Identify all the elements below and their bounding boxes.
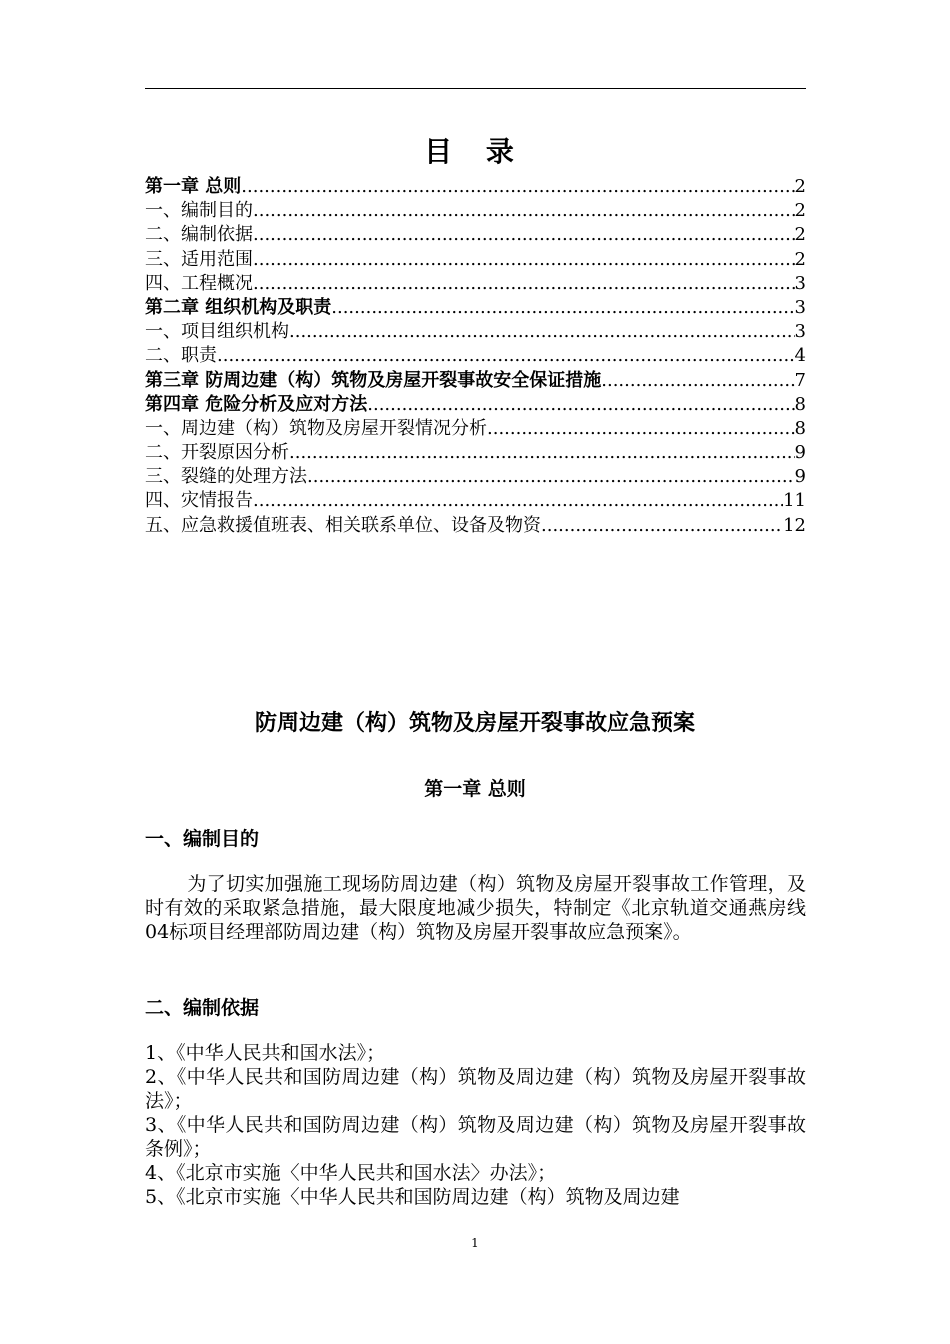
toc-entry-label: 第一章 总则 xyxy=(145,176,242,197)
toc-leader-dots xyxy=(253,199,795,223)
toc-entry-page: 4 xyxy=(794,345,806,367)
toc-entry-page: 3 xyxy=(794,296,806,318)
toc-entry-page: 3 xyxy=(794,272,806,294)
toc-entry-label: 四、工程概况 xyxy=(145,272,253,294)
page-number: 1 xyxy=(471,1236,479,1250)
toc-leader-dots xyxy=(253,272,795,296)
toc-entry[interactable] xyxy=(145,175,806,199)
list-item xyxy=(145,1041,806,1065)
section-heading: 一、编制目的 xyxy=(145,828,260,850)
toc-entry-label: 四、灾情报告 xyxy=(145,490,253,512)
toc-entry-label: 第四章 危险分析及应对方法 xyxy=(145,393,368,415)
toc-entry[interactable] xyxy=(145,489,806,513)
toc-entry[interactable] xyxy=(145,223,806,247)
toc-entry-label: 二、开裂原因分析 xyxy=(145,442,289,464)
toc-entry[interactable] xyxy=(145,199,806,223)
toc-entry-label: 二、编制依据 xyxy=(145,224,253,246)
list-item xyxy=(145,1161,806,1185)
toc-entry[interactable] xyxy=(145,441,806,465)
toc-entry-page: 12 xyxy=(783,514,806,536)
toc-entry[interactable] xyxy=(145,514,806,538)
toc-entry-label: 第三章 防周边建（构）筑物及房屋开裂事故安全保证措施 xyxy=(145,369,602,391)
list-item xyxy=(145,1113,806,1161)
toc-entry-label: 一、项目组织机构 xyxy=(145,321,289,343)
toc-leader-dots xyxy=(307,465,795,489)
toc-entry-page: 2 xyxy=(794,200,806,222)
toc-entry-label: 三、裂缝的处理方法 xyxy=(145,466,307,488)
toc-leader-dots xyxy=(367,393,794,417)
list-item-text: 5、《北京市实施〈中华人民共和国防周边建（构）筑物及周边建 xyxy=(145,1186,680,1208)
toc-entry-page: 8 xyxy=(794,393,806,415)
toc-entry-label: 二、职责 xyxy=(145,345,217,367)
toc-entry-page: 2 xyxy=(794,224,806,246)
toc-entry[interactable] xyxy=(145,369,806,393)
toc-leader-dots xyxy=(289,320,795,344)
list-item-text: 4、《北京市实施〈中华人民共和国水法〉办法》； xyxy=(145,1162,557,1184)
toc-entry[interactable] xyxy=(145,344,806,368)
toc-leader-dots xyxy=(217,344,795,368)
paragraph xyxy=(145,872,806,944)
toc-entry[interactable] xyxy=(145,417,806,441)
toc-entry-label: 一、编制目的 xyxy=(145,200,253,222)
toc-entry[interactable] xyxy=(145,272,806,296)
paragraph-text: 为了切实加强施工现场防周边建（构）筑物及房屋开裂事故工作管理，及时有效的采取紧急措施，最大限度地减少损失，特制定《北京轨道交通燕房线04标项目经理部防周边建（构）筑物及房屋开裂事故应急预案》。 xyxy=(145,873,806,943)
toc-entry-page: 7 xyxy=(794,369,806,391)
toc-leader-dots xyxy=(601,369,794,393)
toc-entry-page: 2 xyxy=(794,248,806,270)
toc-title: 目 录 xyxy=(424,135,526,168)
toc-leader-dots xyxy=(253,489,783,513)
list-item xyxy=(145,1065,806,1113)
toc-entry[interactable] xyxy=(145,465,806,489)
list-item-text: 1、《中华人民共和国水法》； xyxy=(145,1042,386,1064)
toc-entry[interactable] xyxy=(145,296,806,320)
chapter-title: 第一章 总则 xyxy=(424,778,526,800)
toc-entry-page: 2 xyxy=(794,176,806,197)
section-heading: 二、编制依据 xyxy=(145,997,260,1019)
toc-entry-page: 3 xyxy=(794,321,806,343)
toc-entry-page: 9 xyxy=(794,466,806,488)
toc-entry-label: 三、适用范围 xyxy=(145,248,253,270)
toc-leader-dots xyxy=(289,441,795,465)
toc-leader-dots xyxy=(241,175,794,199)
document-title: 防周边建（构）筑物及房屋开裂事故应急预案 xyxy=(254,710,695,736)
toc-leader-dots xyxy=(541,514,783,538)
toc-leader-dots xyxy=(253,248,795,272)
toc-entry-page: 8 xyxy=(794,417,806,439)
list-item xyxy=(145,1185,806,1209)
toc-leader-dots xyxy=(487,417,795,441)
list-item-text: 3、《中华人民共和国防周边建（构）筑物及周边建（构）筑物及房屋开裂事故条例》； xyxy=(145,1114,806,1160)
header-rule xyxy=(145,88,806,89)
toc-leader-dots xyxy=(331,296,794,320)
toc-leader-dots xyxy=(253,223,795,247)
toc-entry-page: 11 xyxy=(783,490,806,512)
table-of-contents xyxy=(145,175,806,538)
toc-entry[interactable] xyxy=(145,248,806,272)
toc-entry[interactable] xyxy=(145,393,806,417)
list-item-text: 2、《中华人民共和国防周边建（构）筑物及周边建（构）筑物及房屋开裂事故法》； xyxy=(145,1066,806,1112)
toc-entry-label: 第二章 组织机构及职责 xyxy=(145,296,332,318)
toc-entry[interactable] xyxy=(145,320,806,344)
toc-entry-label: 一、周边建（构）筑物及房屋开裂情况分析 xyxy=(145,417,487,439)
toc-entry-page: 9 xyxy=(794,442,806,464)
toc-entry-label: 五、应急救援值班表、相关联系单位、设备及物资 xyxy=(145,514,541,536)
